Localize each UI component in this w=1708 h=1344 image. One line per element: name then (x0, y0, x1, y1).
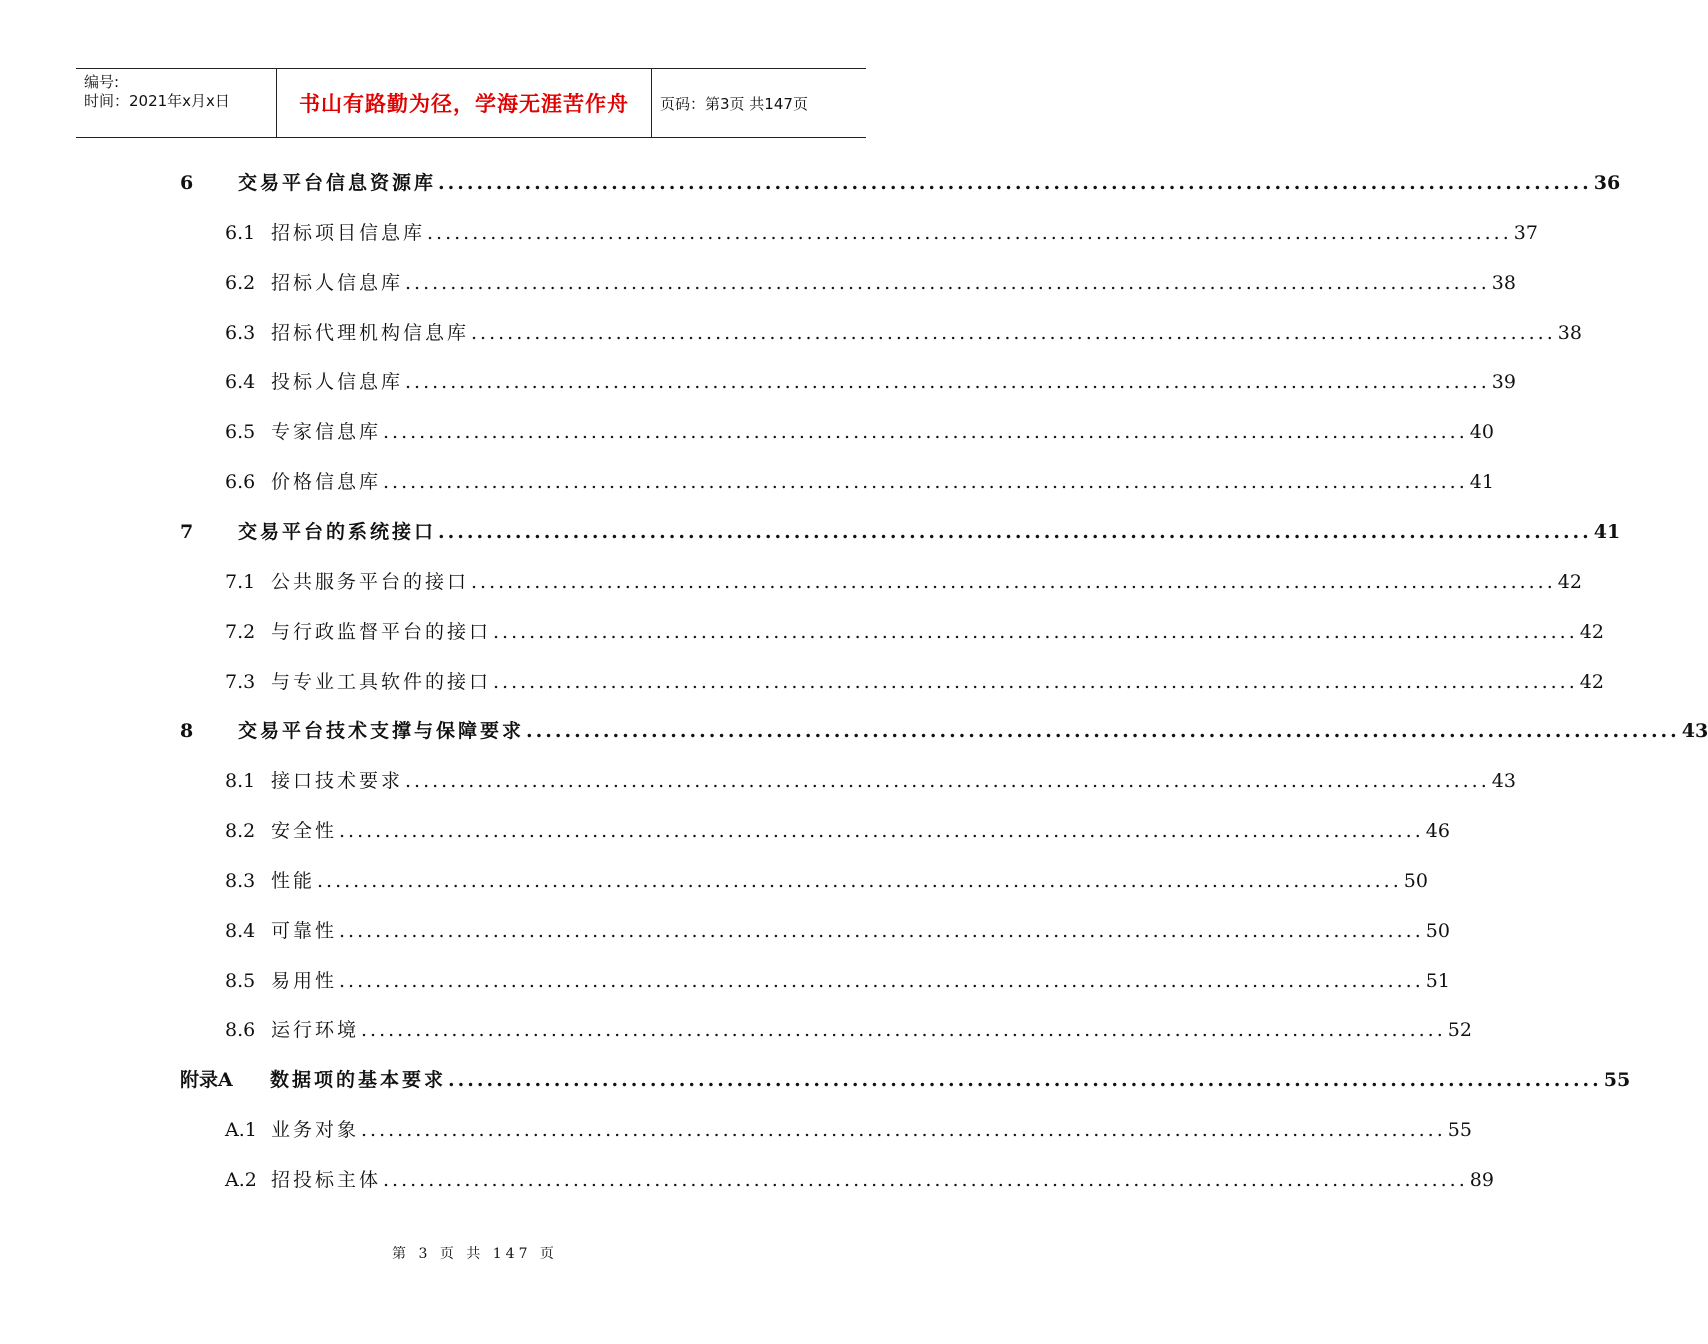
toc-dot-leader: ........................................................................................................................ (317, 869, 1402, 892)
toc-entry[interactable] (180, 1065, 1631, 1097)
toc-entry[interactable] (225, 467, 1494, 499)
toc-entry[interactable] (225, 417, 1494, 449)
toc-dot-leader: ........................................................................................................................ (361, 1019, 1446, 1042)
toc-dot-leader: ........................................................................................................................ (471, 321, 1556, 344)
toc-entry-title: 与专业工具软件的接口 (271, 670, 492, 693)
toc-entry-title: 价格信息库 (271, 471, 382, 494)
toc-entry-title: 业务对象 (271, 1119, 360, 1142)
document-number-label: 编号: (84, 73, 120, 91)
toc-entry-number: 8.6 (225, 1019, 256, 1042)
toc-entry-title: 数据项的基本要求 (270, 1069, 447, 1092)
toc-entry-number: 8.4 (225, 919, 256, 942)
toc-entry[interactable] (225, 1015, 1472, 1047)
toc-entry[interactable] (225, 916, 1450, 948)
toc-entry-number: 6.6 (225, 471, 256, 494)
toc-dot-leader: ........................................................................................................................ (438, 520, 1592, 543)
toc-entry-number: 8 (180, 720, 194, 743)
toc-entry[interactable] (225, 268, 1516, 300)
toc-entry[interactable] (225, 966, 1450, 998)
toc-entry-number: 8.1 (225, 770, 256, 793)
header-motto: 书山有路勤为径，学海无涯苦作舟 (299, 92, 629, 116)
toc-entry[interactable] (225, 567, 1582, 599)
toc-entry-page: 38 (1491, 271, 1516, 294)
toc-dot-leader: ........................................................................................................................ (383, 421, 1468, 444)
toc-entry-number: 8.5 (225, 969, 256, 992)
toc-entry[interactable] (225, 667, 1604, 699)
header-page-code: 页码：第3页 共147页 (660, 94, 808, 113)
toc-entry-title: 可靠性 (271, 919, 338, 942)
toc-dot-leader: ........................................................................................................................ (383, 471, 1468, 494)
toc-entry-title: 安全性 (271, 820, 338, 843)
toc-dot-leader: ........................................................................................................................ (405, 770, 1490, 793)
toc-entry[interactable] (180, 168, 1621, 200)
toc-entry-title: 投标人信息库 (271, 371, 404, 394)
document-time-label: 时间：2021年x月x日 (84, 92, 230, 110)
toc-entry-number: A.1 (225, 1119, 257, 1142)
toc-entry-title: 运行环境 (271, 1019, 360, 1042)
toc-entry-page: 50 (1425, 919, 1450, 942)
toc-dot-leader: ........................................................................................................................ (438, 172, 1592, 194)
toc-entry-title: 交易平台技术支撑与保障要求 (238, 720, 525, 743)
toc-entry-number: 6.2 (225, 271, 256, 294)
toc-entry-number: 附录A (180, 1069, 233, 1092)
toc-entry-number: 6.1 (225, 221, 256, 244)
toc-entry-page: 50 (1403, 869, 1428, 892)
toc-entry-page: 52 (1447, 1019, 1472, 1042)
toc-dot-leader: ........................................................................................................................ (339, 969, 1424, 992)
toc-entry-number: 7.2 (225, 620, 256, 643)
toc-entry-page: 38 (1557, 321, 1582, 344)
toc-dot-leader: ........................................................................................................................ (471, 570, 1556, 593)
toc-entry-number: A.2 (225, 1169, 257, 1191)
toc-entry-title: 易用性 (271, 969, 338, 992)
toc-entry-page: 43 (1491, 770, 1516, 793)
toc-entry[interactable] (180, 517, 1621, 549)
toc-entry-number: 6 (180, 172, 194, 194)
toc-entry[interactable] (225, 218, 1538, 250)
toc-entry-page: 42 (1579, 670, 1604, 693)
toc-entry-title: 接口技术要求 (271, 770, 404, 793)
toc-entry-page: 43 (1681, 720, 1708, 743)
toc-entry[interactable] (180, 716, 1708, 748)
toc-entry[interactable] (225, 866, 1428, 898)
toc-entry-page: 36 (1593, 172, 1621, 194)
toc-entry-number: 7 (180, 520, 194, 543)
toc-entry-page: 37 (1513, 221, 1538, 244)
toc-entry-title: 招标项目信息库 (271, 221, 426, 244)
toc-entry[interactable] (225, 1165, 1494, 1197)
toc-entry-title: 招标人信息库 (271, 271, 404, 294)
toc-entry-title: 招投标主体 (271, 1169, 382, 1191)
toc-entry-title: 性能 (271, 869, 316, 892)
toc-entry-title: 交易平台信息资源库 (238, 172, 437, 194)
toc-entry-title: 专家信息库 (271, 421, 382, 444)
toc-dot-leader: ........................................................................................................................ (361, 1119, 1446, 1142)
toc-entry-page: 55 (1603, 1069, 1631, 1092)
toc-entry-number: 6.5 (225, 421, 256, 444)
toc-entry-page: 42 (1557, 570, 1582, 593)
toc-entry-title: 招标代理机构信息库 (271, 321, 470, 344)
toc-entry-page: 41 (1469, 471, 1494, 494)
toc-dot-leader: ........................................................................................................................ (526, 720, 1680, 743)
toc-entry-page: 51 (1425, 969, 1450, 992)
toc-entry-page: 41 (1593, 520, 1621, 543)
toc-dot-leader: ........................................................................................................................ (427, 221, 1512, 244)
toc-dot-leader: ........................................................................................................................ (339, 820, 1424, 843)
toc-entry-number: 6.4 (225, 371, 256, 394)
toc-dot-leader: ........................................................................................................................ (493, 620, 1578, 643)
toc-dot-leader: ........................................................................................................................ (405, 371, 1490, 394)
toc-entry[interactable] (225, 617, 1604, 649)
toc-entry-number: 7.3 (225, 670, 256, 693)
toc-entry-title: 公共服务平台的接口 (271, 570, 470, 593)
toc-dot-leader: ........................................................................................................................ (448, 1069, 1602, 1092)
toc-entry[interactable] (225, 367, 1516, 399)
toc-entry-number: 8.3 (225, 869, 256, 892)
toc-entry-page: 40 (1469, 421, 1494, 444)
toc-entry[interactable] (225, 766, 1516, 798)
toc-entry[interactable] (225, 1115, 1472, 1147)
toc-entry-number: 6.3 (225, 321, 256, 344)
toc-entry-title: 与行政监督平台的接口 (271, 620, 492, 643)
toc-entry-page: 55 (1447, 1119, 1472, 1142)
toc-entry[interactable] (225, 816, 1450, 848)
toc-entry-number: 8.2 (225, 820, 256, 843)
toc-dot-leader: ........................................................................................................................ (493, 670, 1578, 693)
toc-entry-page: 42 (1579, 620, 1604, 643)
toc-dot-leader: ........................................................................................................................ (405, 271, 1490, 294)
toc-dot-leader: ........................................................................................................................ (339, 919, 1424, 942)
toc-entry-number: 7.1 (225, 570, 256, 593)
toc-entry-title: 交易平台的系统接口 (238, 520, 437, 543)
toc-entry-page: 46 (1425, 820, 1450, 843)
page-footer: 第 3 页 共 147 页 (392, 1246, 558, 1262)
toc-entry-page: 89 (1469, 1169, 1494, 1191)
toc-dot-leader: ........................................................................................................................ (383, 1169, 1468, 1191)
toc-entry-page: 39 (1491, 371, 1516, 394)
toc-entry[interactable] (225, 318, 1582, 350)
